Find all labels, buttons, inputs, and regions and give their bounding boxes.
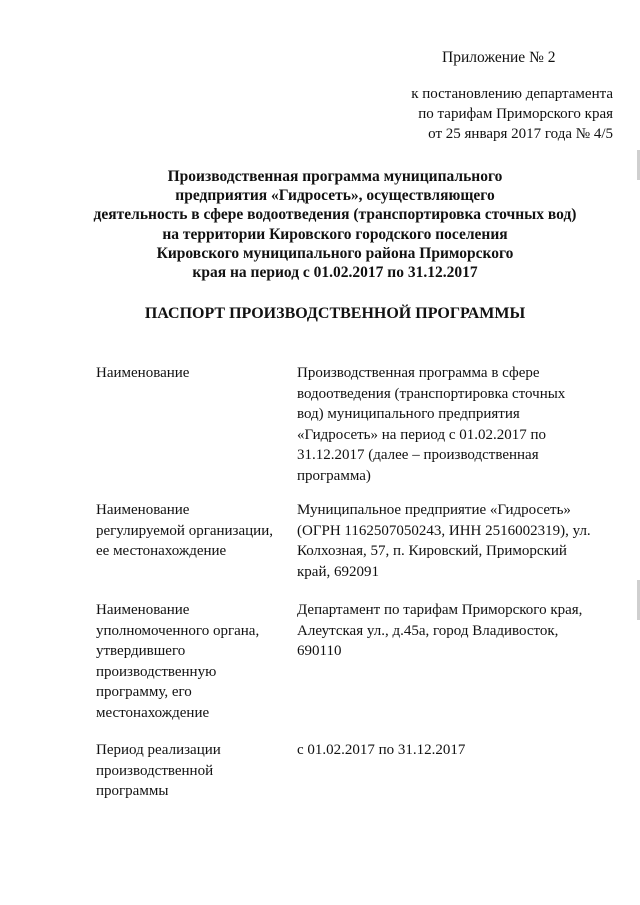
label-line: ее местонахождение <box>96 543 227 559</box>
value-line: с 01.02.2017 по 31.12.2017 <box>297 742 466 758</box>
program-title-line: на территории Кировского городского поселения <box>162 225 508 243</box>
label-line: Наименование <box>96 602 190 618</box>
label-line: регулируемой организации, <box>96 522 273 539</box>
resolution-line: к постановлению департамента <box>411 86 613 102</box>
program-title-line: деятельность в сфере водоотведения (транспортировка сточных вод) <box>93 206 577 224</box>
passport-row-label <box>96 363 286 384</box>
value-line: водоотведения (транспортировка сточных <box>297 385 566 402</box>
passport-row-value <box>297 600 617 662</box>
label-line: Период реализации <box>96 742 221 758</box>
value-line: «Гидросеть» на период с 01.02.2017 по <box>297 426 547 443</box>
label-line: утвердившего <box>96 643 186 659</box>
resolution-line: по тарифам Приморского края <box>418 106 613 122</box>
value-line: (ОГРН 1162507050243, ИНН 2516002319), ул. <box>297 522 591 539</box>
label-line: программы <box>96 783 169 799</box>
label-line: Наименование <box>96 365 190 381</box>
label-line: Наименование <box>96 502 190 518</box>
passport-row-value <box>297 363 617 486</box>
value-line: край, 692091 <box>297 563 379 580</box>
passport-row-label <box>96 600 286 723</box>
label-line: уполномоченного органа, <box>96 622 260 639</box>
passport-row-label <box>96 500 286 562</box>
program-title-line: Кировского муниципального района Приморского <box>156 244 514 262</box>
label-line: производственную <box>96 663 217 680</box>
appendix-label: Приложение № 2 <box>442 49 556 66</box>
value-line: Колхозная, 57, п. Кировский, Приморский <box>297 543 567 559</box>
resolution-line: от 25 января 2017 года № 4/5 <box>428 126 613 142</box>
label-line: производственной <box>96 762 214 779</box>
passport-row-value <box>297 500 617 582</box>
label-line: программу, его <box>96 684 192 700</box>
passport-row-label <box>96 740 286 802</box>
passport-row-value <box>297 740 617 761</box>
resolution-reference <box>388 84 613 144</box>
value-line: 31.12.2017 (далее – производственная <box>297 447 539 463</box>
passport-title: ПАСПОРТ ПРОИЗВОДСТВЕННОЙ ПРОГРАММЫ <box>144 305 526 322</box>
value-line: Алеутская ул., д.45а, город Владивосток, <box>297 622 559 639</box>
value-line: Департамент по тарифам Приморского края, <box>297 602 583 618</box>
program-title <box>70 167 600 282</box>
program-title-line: предприятия «Гидросеть», осуществляющего <box>175 187 495 205</box>
label-line: местонахождение <box>96 704 210 721</box>
value-line: Муниципальное предприятие «Гидросеть» <box>297 502 571 518</box>
value-line: 690110 <box>297 643 342 659</box>
program-title-line: края на период с 01.02.2017 по 31.12.2017 <box>192 264 478 282</box>
value-line: программа) <box>297 467 371 484</box>
value-line: вод) муниципального предприятия <box>297 406 520 422</box>
program-title-line: Производственная программа муниципального <box>167 168 503 185</box>
value-line: Производственная программа в сфере <box>297 365 540 381</box>
